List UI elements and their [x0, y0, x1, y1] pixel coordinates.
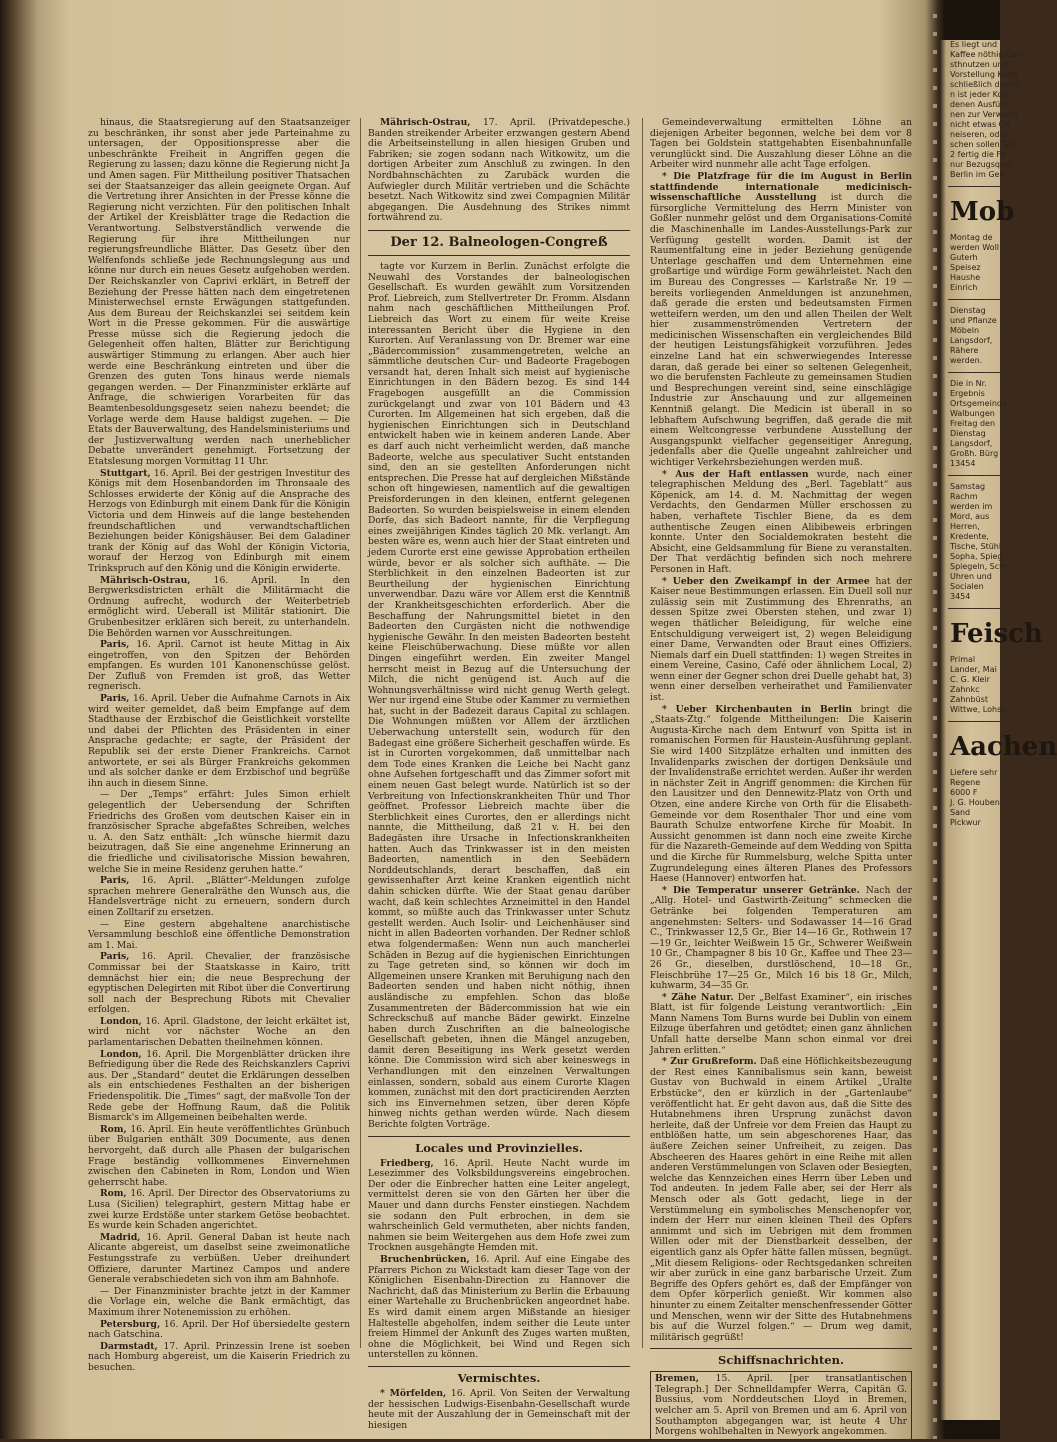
adjacent-text-fragment: nicht etwas Ge: [950, 120, 1010, 129]
adjacent-text-fragment: Pickwur: [950, 818, 981, 827]
adjacent-text-fragment: Haushe: [950, 273, 981, 282]
article-paragraph: [88, 640, 350, 693]
adjacent-text-fragment: schließlich davon,: [950, 80, 1022, 89]
adjacent-rule: [948, 186, 1000, 187]
article-text: 16. April. „Blätter“-Meldungen zufolge sprachen mehrere Generalräthe den Wunsch aus, die Handelsverträge nicht zu erneuern, sondern durch einen Zolltarif zu ersetzen.: [88, 875, 351, 918]
column-divider: [642, 118, 643, 1348]
adjacent-text-fragment: nen zur Verwend: [950, 110, 1018, 119]
adjacent-text-fragment: Kredente,: [950, 532, 989, 541]
adjacent-text-fragment: Kaffee nöthig Gas: [950, 50, 1022, 59]
article-paragraph: [368, 118, 630, 224]
adjacent-text-fragment: Es liegt und: [950, 40, 998, 49]
dateline: Paris,: [100, 639, 130, 651]
dateline: Petersburg,: [100, 1318, 161, 1330]
article-paragraph: [88, 920, 350, 952]
adjacent-text-fragment: Wittwe, Lohst: [950, 705, 1005, 714]
adjacent-text-fragment: Herren,: [950, 522, 980, 531]
adjacent-text-fragment: schen sollen Gar: [950, 140, 1017, 149]
article-text: 17. April. (Privatdepesche.) Banden streikender Arbeiter erzwangen gestern Abend die Arbeitseinstellung in allen hiesigen Gruben und Fabriken; sie zogen sodann nach Witkowitz, um die dortigen Arbeiter zum Anschluß zu zwingen. In den Nordbahnschächten zu Zarubäck wurden die Aufwiegler durch Militär vertrieben und die Schächte besetzt. Nach Witkowitz sind zwei Compagnien Militär abgegangen. Die Ausdehnung des Strikes nimmt fortwährend zu.: [368, 117, 630, 224]
adjacent-text-fragment: werden im: [950, 502, 993, 511]
article-text: 16. April. Heute Nacht wurde im Lesezimmer des Volksbildungsvereins eingebrochen. Der oder die Einbrecher hatten eine Leiter angelegt, vermittelst deren sie von den Gärten her über die Mauer und dann durchs Fenster einstiegen. Nachdem sie sodann den Pult erbrochen, in dem sie wahrscheinlich Geld vermutheten, aber nichts fanden, nahmen sie beim Weitergehen aus dem Hofe zwei zum Trocknen ausgehängte Hemden mit.: [368, 1157, 631, 1254]
article-text: tagte vor Kurzem in Berlin. Zunächst erfolgte die Neuwahl des Vorstandes der balneologischen Gesellschaft. Es wurden gewählt zum Vorsitzenden Prof. Liebreich, zum Stellvertreter Dr. Fromm. Alsdann nahm nach geschäftlichen Mittheilungen Prof. Liebreich das Wort zu einem für weite Kreise interessanten Bericht über die Hygiene in den Kurorten. Auf Veranlassung von Dr. Bremer war eine „Bädercommission“ zusammengetreten, welche an sämmtliche deutschen Cur- und Badeorte Fragebogen versandt hat, deren Inhalt sich meist auf hygienische Einrichtungen in den Bädern bezog. Es sind 144 Fragebogen ausgefüllt an die Commission zurückgelangt und zwar von 101 Bädern und 43 Curorten. Im Allgemeinen hat sich ergeben, daß die hygienischen Einrichtungen sich in Deutschland entwickelt haben wie in keinem anderen Lande. Aber es darf auch nicht verheimlicht werden, daß manche Badeorte, welche aus speculativer Sucht entstanden sind, den an sie gestellten Anforderungen nicht entsprechen. Die Presse hat auf dergleichen Mißstände schon oft hingewiesen, namentlich auf die gewaltigen Preisforderungen in den kleinen, entfernt gelegenen Badeorten. So wurden beispielsweise in einem elenden Dorfe, das sich Badeort nannte, für die Verpflegung eines zweijährigen Kindes täglich 20 Mk. verlangt. Am besten wäre es, wenn auch hier der Staat eintreten und jedem Curorte erst eine gewisse Approbation ertheilen würde, bevor er als solcher sich aufthäte. — Die Sterblichkeit in den einzelnen Badeorten ist zur Beurtheilung der hygienischen Einrichtung unverwendbar. Dazu wäre vor Allem erst die Kenntniß der Krankheitsgeschichten erforderlich. Aber die Beschaffung der Nahrungsmittel bietet in den Badeorten den Curgästen nicht die nothwendige hygienische Gewähr. In den meisten Badeorten besteht keine Fleischüberwachung. Diese müßte vor allen Dingen eingeführt werden. Ein zweiter Mangel herrscht meist in Bezug auf die Untersuchung der Milch, die nicht genügend ist. Auch auf die Wohnungsverhältnisse wird nicht genug Werth gelegt. Wer nur irgend eine Stube oder Kammer zu vermiethen hat, sucht in der Badezeit daraus Capital zu schlagen. Die Wohnungen müßten vor Allem der ärztlichen Ueberwachung unterstellt sein, wodurch für den Badegast eine größere Sicherheit geschaffen würde. Es ist in Curorten vorgekommen, daß unmittelbar nach dem Tode eines Kranken die Leiche bei Nacht ganz ohne Aufsehen fortgeschafft und das Zimmer sofort mit einem neuen Gast belegt wurde. Natürlich ist so der Verbreitung von Infectionskrankheiten Thür und Thor geöffnet. Professor Liebreich machte über die Sterblichkeit eines Curortes, den er allerdings nicht nannte, die Mittheilung, daß 21 v. H. bei den Badegästen ihre Ursache in Infectionskrankheiten hatten. Auch das Trinkwasser ist in den meisten Badeorten, namentlich in den Seebädern Norddeutschlands, derart beschaffen, daß ein gewissenhafter Arzt keine Kranken eigentlich nicht dahin schicken dürfte. Wie der Staat genau darüber wacht, daß kein schlechtes Arzneimittel in den Handel kommt, so müßte auch das Trinkwasser unter Schutz gestellt werden. Auch Isolir- und Leichenhäuser sind nicht in allen Badeorten vorhanden. Der Redner schloß etwa folgendermaßen: Wenn nun auch mancherlei Schäden in Bezug auf die hygienischen Einrichtungen zu Tage getreten sind, so können wir doch im Allgemeinen unsere Kranken mit Beruhigung nach den Badeorten senden und haben nicht nöthig, ihnen ausländische zu empfehlen. Schon das bloße Zusammentreten der Bädercommission hat wie ein Schreckschuß auf manche Bäder gewirkt. Einzelne haben durch Zuschriften an die balneologische Gesellschaft gebeten, ihnen die Mängel anzugeben, damit deren Beseitigung ins Werk gesetzt werden könne. Die Commission wird sich aber keineswegs in Verhandlungen mit den einzelnen Verwaltungen einlassen, sondern, sobald aus einem Curorte Klagen kommen, zunächst mit den dort practicirenden Aerzten sich ins Einvernehmen setzen, über deren Köpfe hinweg nichts gethan werden würde. Nach diesem Berichte folgten Vorträge.: [368, 260, 630, 1131]
article-paragraph: [650, 470, 912, 576]
adjacent-text-fragment: Zahnkc: [950, 685, 980, 694]
article-text: 16. April. Bei der gestrigen Investitur des Königs mit dem Hosenbandorden im Thronsaale des Schlosses erwiderte der König auf die Ansprache des Herzogs von Edinburgh mit einem Dank für die Königin Victoria und dem Hinweis auf die lange bestehenden freundschaftlichen und verwandtschaftlichen Beziehungen beider Königshäuser. Bei dem Galadiner trank der König auf das Wohl der Königin Victoria, worauf der Herzog von Edinburgh mit einem Trinkspruch auf den König und die Königin erwiderte.: [88, 467, 350, 574]
adjacent-text-fragment: Spiegeln, Schr: [950, 562, 1008, 571]
dateline: Stuttgart,: [100, 467, 151, 479]
article-paragraph: [88, 1342, 350, 1374]
adjacent-text-fragment: Langsdorf,: [950, 336, 993, 345]
adjacent-text-fragment: Socialen: [950, 582, 984, 591]
adjacent-text-fragment: Rähere: [950, 346, 979, 355]
dateline: * Zur Grußreform.: [662, 1056, 757, 1068]
article-text: 16. April. Chevalier, der französische Commissar bei der Staatskasse in Kairo, tritt demnächst hier ein; die neue Besprechung der egyptischen Delegirten mit Ribot über die Convertirung soll nach der Besprechung Ribots mit Chevalier erfolgen.: [88, 951, 351, 1016]
article-paragraph: [650, 886, 912, 992]
dateline: London,: [100, 1015, 142, 1027]
adjacent-text-fragment: Dienstag: [950, 306, 986, 315]
article-paragraph: [88, 790, 350, 875]
adjacent-text-fragment: Dienstag: [950, 429, 986, 438]
article-paragraph: [88, 1233, 350, 1286]
article-text: bringt die „Staats-Ztg.“ folgende Mittheilungen: Die Kaiserin Augusta-Kirche nach dem Entwurf von Spitta ist in romanischen Formen für Haustein-Ausführung geplant. Sie wird 1400 Sitzplätze erhalten und inmitten des Invalidenparks zwischen der dortigen Denksäule und der Invalidenstraße errichtet werden. Außer ihr werden in nächster Zeit in Angriff genommen: die Kirchen für den Lausitzer und den Dennewitz-Platz von Orth und Otzen, eine andere Kirche von Orth für die Elisabeth-Gemeinde vor dem Rosenthaler Thor und eine vom Baurath Schulze entworfene Kirche für Moabit. In Aussicht genommen ist dann noch eine zweite Kirche für die Nazareth-Gemeinde auf dem Wedding von Spitta und die Kirche für Rummelsburg, welche Spitta unter Zugrundelegung eines älteren Planes des Professors Haese (Hannover) entworfen hat.: [650, 703, 913, 885]
adjacent-text-fragment: Primal: [950, 655, 976, 664]
column-1: [88, 117, 351, 1373]
dateline: Darmstadt,: [100, 1340, 158, 1352]
adjacent-text-fragment: 6000 F: [950, 788, 978, 797]
dateline: Bremen,: [655, 1373, 699, 1385]
article-text: 15. April. [per transatlantischen Telegraph.] Der Schnelldampfer Werra, Capitän G. Bussius, vom Norddeutschen Lloyd in Bremen, welcher am 5. April von Bremen und am 6. April von Southampton abgegangen war, ist heute 4 Uhr Morgens wohlbehalten in Newyork angekommen.: [655, 1373, 907, 1438]
adjacent-text-fragment: Großh. Bürg: [950, 449, 999, 458]
adjacent-text-fragment: Ortsgemeinde: [950, 399, 1007, 408]
adjacent-text-fragment: C. G. Kleir: [950, 675, 990, 684]
adjacent-text-fragment: Freitag den: [950, 419, 996, 428]
adjacent-text-fragment: Ergebnis: [950, 389, 985, 398]
article-text: — Eine gestern abgehaltene anarchistische Versammlung beschloß eine öffentliche Demonstration am 1. Mai.: [88, 918, 350, 951]
article-text: 16. April. Ueber die Aufnahme Carnots in Aix wird weiter gemeldet, daß beim Empfange auf dem Stadthause der Erzbischof die Geistlichkeit vorstellte und dabei der Pflichten des Präsidenten in einer Ansprache gedachte; er sagte, der Präsident der Republik sei der erste Diener Frankreichs. Carnot antwortete, er sei als Bürger Frankreichs gekommen und als solcher danke er dem Erzbischof und begrüße ihn auch in diesem Sinne.: [88, 693, 351, 789]
adjacent-rule: [948, 372, 1000, 373]
article-paragraph: [368, 1255, 630, 1361]
article-paragraph: [88, 1287, 350, 1319]
adjacent-headline-fragment: Mob: [950, 197, 1015, 227]
adjacent-text-fragment: n ist jeder Kofe: [950, 90, 1011, 99]
dateline: * Mörfelden,: [380, 1387, 447, 1399]
dateline: Friedberg,: [380, 1157, 434, 1169]
adjacent-rule: [948, 608, 1000, 609]
dateline: Paris,: [100, 951, 130, 963]
article-paragraph: [88, 694, 350, 789]
article-paragraph: [88, 1017, 350, 1049]
adjacent-text-fragment: Lander, Mai: [950, 665, 997, 674]
dateline: Rom,: [100, 1123, 127, 1135]
adjacent-headline-fragment: Aachen: [950, 732, 1057, 762]
article-text: Nach der „Allg. Hotel- und Gastwirth-Zeitung“ schmecken die Getränke bei folgenden Temperaturen am angenehmsten: Selters- und Sodawasser 14—16 Grad C., Trinkwasser 12,5 Gr., Bier 14—16 Gr., Rothwein 17—19 Gr., leichter Weißwein 15 Gr., Schwerer Weißwein 10 Gr., Champagner 8 bis 10 Gr., Kaffee und Thee 23—26 Gr., dieselben, durstlöschend, 10—18 Gr., Fleischbrühe 17—25 Gr., Milch 16 bis 18 Gr., Milch, kuhwarm, 34—35 Gr.: [650, 884, 912, 992]
adjacent-text-fragment: J. G. Houben: [950, 798, 1000, 807]
ship-news-heading: Schiffsnachrichten.: [650, 1348, 912, 1368]
adjacent-text-fragment: Vorstellung Kaffe: [950, 70, 1018, 79]
adjacent-text-fragment: Speisez: [950, 263, 981, 272]
miscellany-heading: Vermischtes.: [368, 1366, 630, 1386]
article-text: 16. April. Ein heute veröffentlichtes Grünbuch über Bulgarien enthält 309 Documente, aus denen hervorgeht, daß durch alle Phasen der bulgarischen Frage beständig vollkommenes Einvernehmen zwischen den Cabineten in Rom, London und Wien geherrscht habe.: [88, 1123, 351, 1188]
article-paragraph: [650, 705, 912, 885]
adjacent-text-fragment: Liefere sehr: [950, 768, 998, 777]
dateline: * Die Platzfrage für die im August in Berlin stattfindende internationale medicinisch-wissenschaftliche Ausstellung: [650, 170, 912, 204]
dateline: * Ueber den Zweikampf in der Armee: [662, 575, 870, 587]
article-text: — Der Finanzminister brachte jetzt in der Kammer die Vorlage ein, welche die Bank ermächtigt, das Maximum ihrer Notenemission zu erhöhen.: [88, 1285, 350, 1318]
adjacent-page-edge: [940, 40, 1057, 1420]
adjacent-text-fragment: 2 fertig die Fa: [950, 150, 1006, 159]
article-paragraph: [88, 1050, 350, 1124]
dateline: Mährisch-Ostrau,: [100, 574, 191, 586]
adjacent-text-fragment: werden Woll: [950, 243, 1000, 252]
article-text: 16. April. Der Hof übersiedelte gestern nach Gatschina.: [88, 1318, 351, 1341]
column-2: [368, 117, 631, 1431]
column-3: [650, 117, 913, 1438]
adjacent-text-fragment: Walbungen: [950, 409, 995, 418]
article-paragraph: [650, 577, 912, 704]
article-paragraph: [88, 469, 350, 575]
adjacent-text-fragment: Zahnbüst: [950, 695, 988, 704]
article-text: ist durch die fürsorgliche Vermittelung des Herrn Minister von Goßler nunmehr gelöst und dem Organisations-Comité die Maschinenhalle im Landes-Ausstellungs-Park zur Verfügung gestellt worden. Damit ist der Raumentfaltung eine in jeder Beziehung genügende Unterlage geschaffen und dem Unternehmen eine großartige und würdige Form gewährleistet. Nach den im Bureau des Congresses — Karlstraße Nr. 19 — bereits vorliegenden Anmeldungen ist anzunehmen, daß gerade die ersten und bedeutsamsten Firmen wetteifern werden, um den und allen Theilen der Welt hier zusammenströmenden Vertretern der medicinischen Wissenschaften ein vergleichendes Bild der heutigen Leistungsfähigkeit vorzuführen. Jedes einzelne Land hat ein schwerwiegendes Interesse daran, daß gerade bei einer so seltenen Gelegenheit, wo die berufensten Fachleute zu gemeinsamen Studien und Besprechungen vereint sind, seine einschlägige Industrie zur Anschauung und zur allgemeinen Kenntniß gelangt. Die Medicin ist überall in so lebhaftem Aufschwung begriffen, daß gerade die mit einem Weltcongresse verbundene Ausstellung der Ausgangspunkt vielfacher gegenseitiger Anregung, jedenfalls aber die Quelle ungeahnt zahlreicher und wichtiger Verkehrsbeziehungen werden muß.: [650, 192, 913, 468]
dateline: London,: [100, 1048, 142, 1060]
dateline: * Die Temperatur unserer Getränke.: [662, 884, 860, 896]
article-paragraph: [88, 1189, 350, 1231]
adjacent-text-fragment: Sand: [950, 808, 971, 817]
adjacent-text-fragment: Berlin im Geb: [950, 170, 1005, 179]
adjacent-text-fragment: Einrich: [950, 283, 978, 292]
adjacent-text-fragment: Samstag: [950, 482, 986, 491]
article-text: wurde, nach einer telegraphischen Meldung des „Berl. Tageblatt“ aus Köpenick, am 14. d. M. Nachmittag der wegen Verdachts, den Gendarmen Müller erschossen zu haben, verhaftete Tischler Biene, da es dem authentische Zeugen einen Alibibeweis erbringen konnte. Unter den Socialdemokraten besteht die Absicht, eine Geldsammlung für Biene zu veranstalten. Der That verdächtig befinden sich noch mehrere Personen in Haft.: [650, 468, 912, 575]
dateline: * Ueber Kirchenbauten in Berlin: [662, 703, 853, 715]
adjacent-text-fragment: Tische, Stühl: [950, 542, 1002, 551]
article-text: 17. April. Prinzessin Irene ist soeben nach Homburg abgereist, um die Kaiserin Friedrich zu besuchen.: [88, 1340, 351, 1373]
adjacent-text-fragment: 13454: [950, 459, 976, 468]
article-paragraph: [88, 1320, 350, 1341]
article-text: Daß eine Höflichkeitsbezeugung der Rest eines Kannibalismus sein kann, beweist Gustav von Buchwald in einem Artikel „Uralte Erbstücke“, den er kürzlich in der „Gartenlaube“ veröffentlicht hat. Er geht davon aus, daß die Sitte des Hutabnehmens ihren Ursprung zunächst davon herleite, daß der Unfreie vor dem Freien das Haupt zu entblößen hatte, um sein abgeschorenes Haar, das äußere Zeichen seiner Unfreiheit, zu zeigen. Das Abscheeren des Haares gehört in eine Reihe mit allen anderen Verstümmelungen von Sclaven oder Besiegten, welche das Kennzeichen eines Herrn über Leben und Tod andeuten. In jedem Falle aber, sei der Herr als Mensch oder als Gott gedacht, liege in der Verstümmelung ein symbolisches Menschenopfer vor, indem der Herr nur einen kleinen Theil des Opfers annimmt und sich im Uebrigen mit dem frommen Willen oder mit der Dienstbarkeit desselben, der eigentlich ganz als Opfer hätte fallen müssen, begnügt. „Mit diesem Religions- oder Rechtsgedanken schreiten wir aber zurück in eine ganz barbarische Urzeit. Zum Begriffe des Opfers gehört es, daß der Empfänger von dem Opfer körperlich genießt. Wir kommen also hinunter zu einem Zeitalter menschenfressender Götter und Menschen, wenn wir der Sitte des Hutabnehmens bis auf die Wurzel folgen.“ — Drum weg damit, militärisch gegrüßt!: [650, 1056, 912, 1343]
article-paragraph: [368, 262, 630, 1131]
article-text: hinaus, die Staatsregierung auf den Staatsanzeiger zu beschränken, ihr sonst aber jede Parteinahme zu untersagen, der Oppositionspresse aber die unbeschränkte Freiheit in Angriffen gegen die Regierung zu lassen; dazu könne die Regierung nicht Ja und Amen sagen. Für Mittheilung positiver Thatsachen sei der Staatsanzeiger das allein geeignete Organ. Auf die Vertretung ihrer Ansichten in der Presse könne die Regierung nicht verzichten. Für den politischen Inhalt der Artikel der Kreisblätter trage die Redaction die Verantwortung. Selbstverständlich verwende die Regierung für ihre Mittheilungen nur regierungsfreundliche Blätter. Das Gesetz über den Welfenfonds schließe jede Rechnungslegung aus und könne nur durch ein neues Gesetz aufgehoben werden. Der Reichskanzler von Caprivi erklärt, in Betreff der Beziehung der Presse hätten nach dem eingetretenen Ministerwechsel ernste Erwägungen stattgefunden. Aus dem Bureau der Reichskanzlei sei seitdem kein Wort in die Presse gekommen. Für die auswärtige Presse müsse sich die Regierung jedoch die Gelegenheit offen halten, Blätter zur Berichtigung auswärtiger Stimmung zu erlangen. Aber auch hier werde eine Beschränkung eintreten und über die Grenzen des guten Tons hinaus werde niemals gegangen werden. — Der Finanzminister erklärte auf Anfrage, die schwierigen Vorarbeiten für das Beamtenbesoldungsgesetz seien nahezu beendet; die Vorlage werde dem Hause baldigst zugehen. — Die Etats der Bauverwaltung, des Handelsministeriums und der Justizverwaltung werden nach unerheblicher Debatte unverändert genehmigt. Fortsetzung der Etatslesung morgen Vormittag 11 Uhr.: [88, 117, 350, 467]
adjacent-text-fragment: Mord, aus: [950, 512, 990, 521]
article-text: — Der „Temps“ erfährt: Jules Simon erhielt gelegentlich der Uebersendung der Schriften Friedrichs des Großen vom deutschen Kaiser ein in französischer Sprache abgefaßtes Schreiben, welches u. A. den Satz enthält: „Ich wünsche hiermit dazu beizutragen, daß Sie eine angenehme Erinnerung an die friedliche und civilisatorische Mission bewahren, welche Sie in meine Residenz geruhen hatte.“: [88, 789, 350, 875]
article-text: 16. April. Gladstone, der leicht erkältet ist, wird nicht vor nächster Woche an den parlamentarischen Debatten theilnehmen können.: [88, 1015, 350, 1049]
dateline: * Aus der Haft entlassen: [662, 468, 809, 480]
article-paragraph: [88, 118, 350, 468]
dateline: Bruchenbrücken,: [380, 1253, 470, 1265]
article-paragraph: [88, 876, 350, 918]
dateline: * Zähe Natur.: [662, 991, 734, 1003]
dateline: Paris,: [100, 875, 130, 887]
article-paragraph: [650, 993, 912, 1057]
adjacent-text-fragment: werden.: [950, 356, 983, 365]
article-text: 16. April. In den Bergwerksdistricten erhält die Militärmacht die Ordnung aufrecht, wodurch der Weiterbetrieb ermöglicht wird. Ueberall ist Militär stationirt. Die Grubenbesitzer erklären sich bereit, zu unterhandeln. Die Behörden warnen vor Ausschreitungen.: [88, 574, 350, 639]
adjacent-text-fragment: und Pflanze: [950, 316, 997, 325]
article-paragraph: [88, 1125, 350, 1189]
article-paragraph: [650, 172, 912, 469]
article-paragraph: [368, 1389, 630, 1431]
adjacent-text-fragment: Montag de: [950, 233, 993, 242]
adjacent-rule: [948, 475, 1000, 476]
adjacent-text-fragment: neiseren, oder: [950, 130, 1008, 139]
adjacent-text-fragment: nur Bezugsquel: [950, 160, 1013, 169]
adjacent-text-fragment: Uhren und: [950, 572, 992, 581]
article-text: 16. April. Auf eine Eingabe des Pfarrers Pichon zu Wickstadt kam dieser Tage von der Königlichen Eisenbahn-Direction zu Hannover die Nachricht, daß das Ministerium zu Berlin die Erbauung einer Wartehalle zu Bruchenbrücken angeordnet habe. Es wird damit einem argen Mißstande an hiesiger Haltestelle abgeholfen, indem seither die Leute unter freiem Himmel der Ankunft des Zuges warten mußten, ohne die Möglichkeit, bei Wind und Regen sich unterstellen zu können.: [368, 1253, 631, 1361]
adjacent-headline-fragment: Feisch: [950, 619, 1043, 649]
article-text: 16. April. Die Morgenblätter drücken ihre Befriedigung über die Rede des Reichskanzlers Caprivi aus. Der „Standard“ deutet die Erklärungen desselben als ein entschiedenes Festhalten an der bisherigen Friedenspolitik. Die „Times“ sagt, der maßvolle Ton der Rede gebe der Hoffnung Raum, daß die Politik Bismarck's im Allgemeinen beibehalten werde.: [88, 1048, 351, 1124]
adjacent-text-fragment: Sopha, Spieg: [950, 552, 1003, 561]
article-paragraph: [650, 1057, 912, 1343]
binding-edge: [933, 0, 937, 1439]
adjacent-text-fragment: sthnutzen und: [950, 60, 1008, 69]
adjacent-text-fragment: Möbeln: [950, 326, 980, 335]
article-text: 16. April. Von Seiten der Verwaltung der hessischen Ludwigs-Eisenbahn-Gesellschaft wurde heute mit der Auszahlung der in Gemeinschaft mit der hiesigen: [368, 1387, 631, 1431]
article-text: 16. April. General Daban ist heute nach Alicante abgereist, um daselbst seine zweimonatliche Festungsstrafe zu verbüßen. Ueber dreihundert Offiziere, darunter Martinez Campos und andere Generale verabschiedeten sich von ihm am Bahnhofe.: [88, 1231, 351, 1286]
article-text: 16. April. Der Director des Observatoriums zu Lusa (Sicilien) telegraphirt, gestern Mittag habe er zwei kurze Erdstöße unter starkem Getöse beobachtet. Es wurde kein Schaden angerichtet.: [88, 1188, 350, 1232]
adjacent-rule: [948, 299, 1000, 300]
article-paragraph: [368, 1159, 630, 1254]
dateline: Madrid,: [100, 1231, 141, 1243]
adjacent-text-fragment: denen Ausfüh: [950, 100, 1006, 109]
article-paragraph: [88, 576, 350, 640]
adjacent-text-fragment: Regene: [950, 778, 981, 787]
congress-heading: Der 12. Balneologen-Congreß: [368, 230, 630, 256]
adjacent-text-fragment: Rachm: [950, 492, 978, 501]
adjacent-text-fragment: 3454: [950, 592, 971, 601]
adjacent-text-fragment: Guterh: [950, 253, 978, 262]
article-text: Gemeindeverwaltung ermittelten Löhne an diejenigen Arbeiter begonnen, welche bei dem vor 8 Tagen bei Goldstein stattgehabten Eisenbahnunfalle verunglückt sind. Die Auszahlung dieser Löhne an die Arbeiter wird nunmehr alle acht Tage erfolgen.: [650, 117, 912, 171]
local-news-heading: Locales und Provinzielles.: [368, 1136, 630, 1156]
adjacent-text-fragment: Langsdorf,: [950, 439, 993, 448]
dateline: Rom,: [100, 1188, 127, 1200]
adjacent-text-fragment: Die in Nr.: [950, 379, 987, 388]
article-paragraph: [88, 952, 350, 1016]
ship-news-box: [650, 1371, 912, 1442]
article-text: Der „Belfast Examiner“, ein irisches Blatt, ist für folgende Leistung verantwortlich: „Ein Mann Namens Tom Burns wurde bei Dublin von einem Eilzuge überfahren und getödtet; einen ganz ähnlichen Unfall hatte derselbe Mann schon einmal vor drei Jahren erlitten.“: [650, 991, 912, 1056]
adjacent-rule: [948, 721, 1000, 722]
column-divider: [360, 118, 361, 1348]
dateline: Paris,: [100, 693, 130, 705]
article-paragraph: [650, 118, 912, 171]
article-text: hat der Kaiser neue Bestimmungen erlassen. Ein Duell soll nur zulässig sein mit Zustimmung des Ehrenraths, an dessen Spitze zwei Obersten stehen, und zwar 1) wegen thätlicher Beleidigung, für welche eine Entschuldigung verweigert ist, 2) wegen Beleidigung einer Dame, Verwandten oder Braut eines Offiziers. Niemals darf ein Duell stattfinden: 1) wegen Streites in einem Vereine, Casino, Café oder ähnlichem Local, 2) wenn einer der Gegner schon drei Duelle gehabt hat, 3) wenn einer derselben verheirathet und Familienvater ist.: [650, 575, 913, 704]
article-text: 16. April. Carnot ist heute Mittag in Aix eingetroffen, von den Spitzen der Behörden empfangen. Es wurden 101 Kanonenschüsse gelöst. Der Zufluß von Fremden ist groß, das Wetter regnerisch.: [88, 639, 350, 693]
ship-news-item: [655, 1374, 907, 1438]
dateline: Mährisch-Ostrau,: [380, 117, 471, 128]
